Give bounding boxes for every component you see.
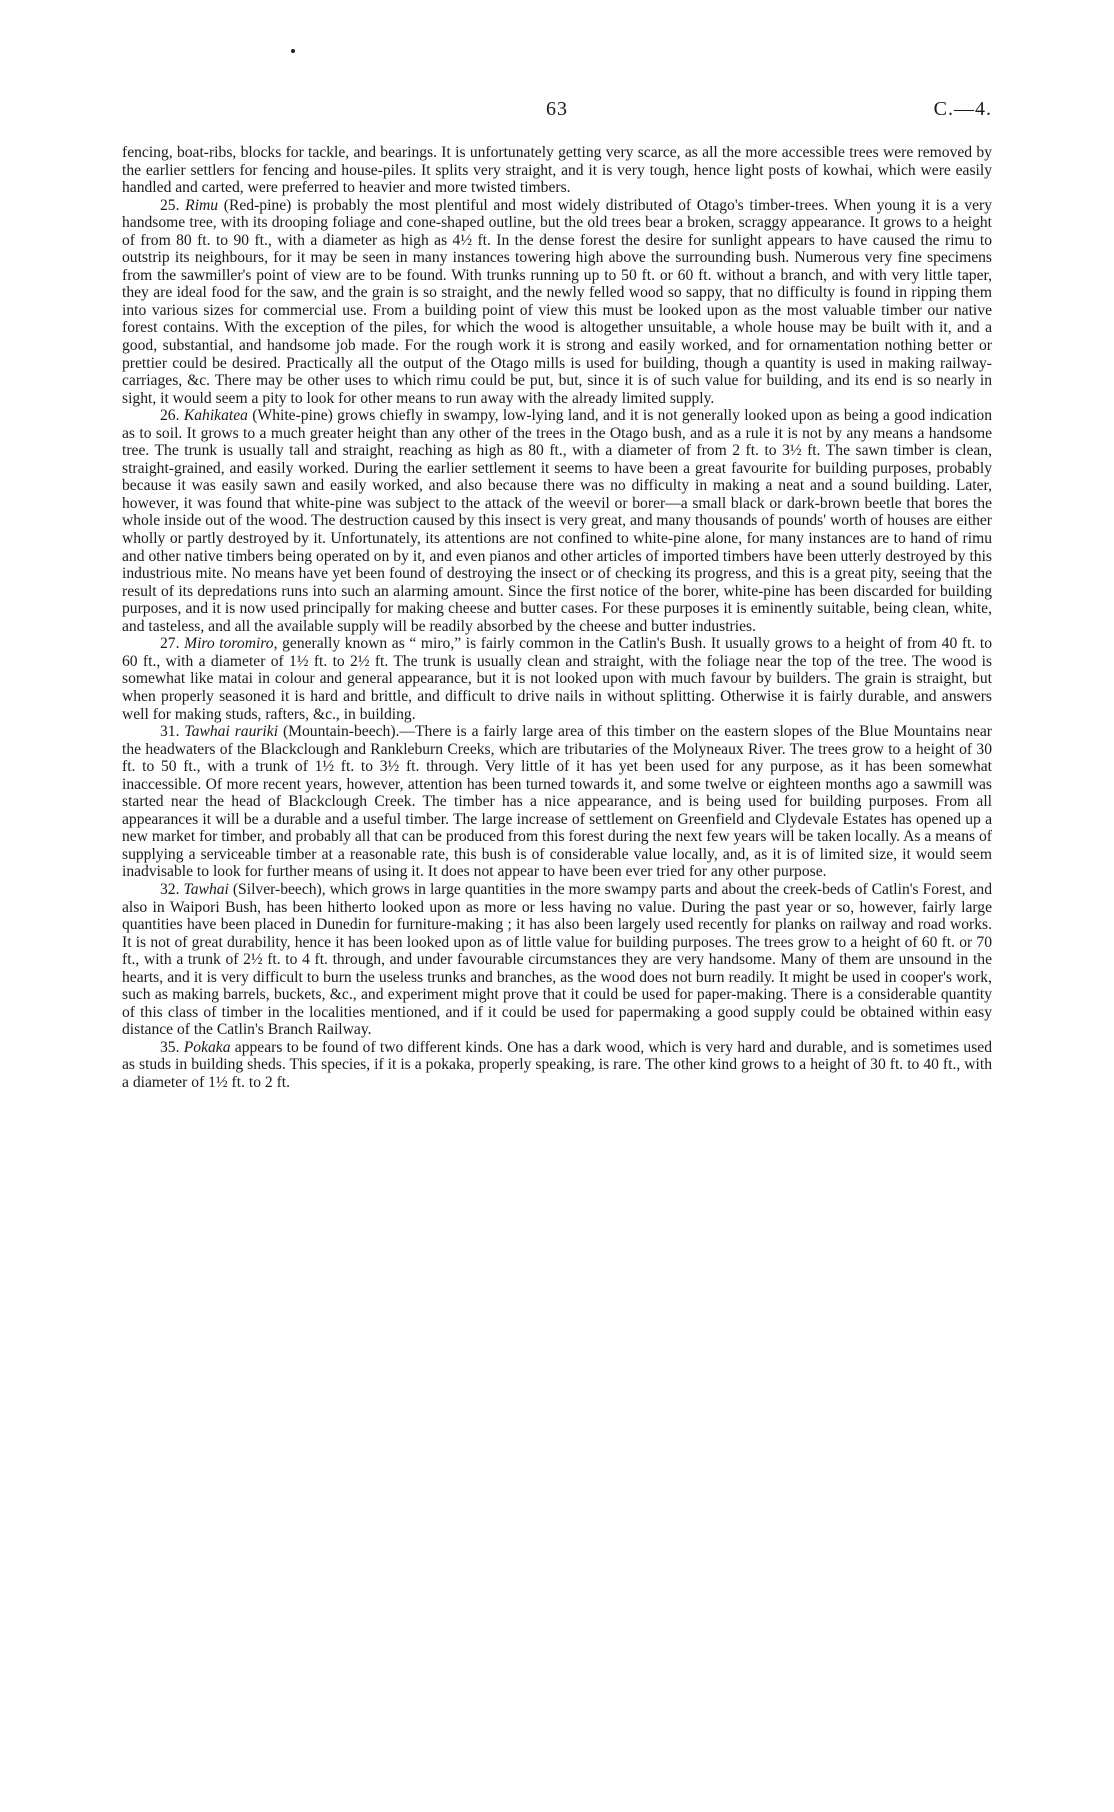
species-name: Kahikatea [183,407,248,425]
paragraph-number: 27. [160,635,185,653]
document-reference: C.—4. [933,98,992,120]
paragraph-text: (Silver-beech), which grows in large quantities in the more swampy parts and about the creek-beds of Catlin's Forest, and also in Waipori Bush, has been hitherto looked upon as more or less having no value. During the past year or so, however, fairly large quantities have been placed in Dunedin for furniture-making ; it has also been largely used recently for planks on railway and road works. It is not of great durability, hence it has been looked upon as of little value for building purposes. The trees grow to a height of 60 ft. or 70 ft., with a trunk of 2½ ft. to 4 ft. through, and under favourable circumstances they are very handsome. Many of them are unsound in the hearts, and it is very difficult to burn the useless trunks and branches, as the wood does not burn readily. It might be used in cooper's work, such as making barrels, buckets, &c., and experiment might prove that it could be used for paper-making. There is a considerable quantity of this class of timber in the localities mentioned, and if it could be used for papermaking a good supply could be obtained within easy distance of the Catlin's Branch Railway. [122,880,993,1039]
paragraph-31-tawhai-rauriki [122,723,992,881]
body-text [122,144,992,1092]
page-header [122,98,992,128]
paragraph-25-rimu [122,197,992,408]
paragraph-number: 32. [160,880,184,898]
species-name: Rimu [185,196,219,214]
paragraph-continuation [122,144,992,197]
paragraph-number: 26. [160,407,184,425]
ink-speck [291,49,295,53]
paragraph-27-miro [122,635,992,723]
paragraph-text: , generally known as “ miro,” is fairly common in the Catlin's Bush. It usually grows to a height of from 40 ft. to 60 ft., with a diameter of 1½ ft. to 2½ ft. The trunk is usually clean and straight, with the foliage near the top of the tree. The wood is somewhat like matai in colour and general appearance, but it is not looked upon with much favour by builders. The grain is straight, but when properly seasoned it is hard and brittle, and difficult to drive nails in without splitting. Otherwise it is fairly durable, and answers well for making studs, rafters, &c., in building. [122,635,992,723]
paragraph-number: 35. [160,1038,184,1056]
paragraph-26-kahikatea [122,407,992,635]
paragraph-text: (Mountain-beech).—There is a fairly large area of this timber on the eastern slopes of the Blue Mountains near the headwaters of the Blackclough and Rankleburn Creeks, which are tributaries of the Molyneaux River. The trees grow to a height of 30 ft. to 50 ft., with a trunk of 1½ ft. to 3½ ft. through. Very little of it has yet been used for any purpose, as it has been somewhat inaccessible. Of more recent years, however, attention has been turned towards it, and some twelve or eighteen months ago a sawmill was started near the head of Blackclough Creek. The timber has a nice appearance, and is being used for building purposes. From all appearances it will be a durable and a useful timber. The large increase of settlement on Greenfield and Clydevale Estates has opened up a new market for timber, and probably all that can be produced from this forest during the next few years will be taken locally. As a means of supplying a serviceable timber at a reasonable rate, this bush is of considerable value locally, and, as it is of limited size, it would seem inadvisable to look for further means of using it. It does not appear to have been ever tried for any other purpose. [122,723,992,881]
paragraph-text: appears to be found of two different kinds. One has a dark wood, which is very hard and durable, and is sometimes used as studs in building sheds. This species, if it is a pokaka, properly speaking, is rare. The other kind grows to a height of 30 ft. to 40 ft., with a diameter of 1½ ft. to 2 ft. [122,1038,992,1091]
paragraph-number: 25. [160,196,186,214]
paragraph-text: (Red-pine) is probably the most plentiful and most widely distributed of Otago's timber-trees. When young it is a very handsome tree, with its drooping foliage and cone-shaped outline, but the old trees bear a broken, scraggy appearance. It grows to a height of from 80 ft. to 90 ft., with a diameter as high as 4½ ft. In the dense forest the desire for sunlight appears to have caused the rimu to outstrip its neighbours, for it may be seen in many instances towering high above the surrounding bush. Numerous very fine specimens from the sawmiller's point of view are to be found. With trunks running up to 50 ft. or 60 ft. without a branch, and with very little taper, they are ideal food for the saw, and the grain is so straight, and the newly felled wood so sappy, that no difficulty is found in ripping them into various sizes for commercial use. From a building point of view this must be looked upon as the most valuable timber our native forest contains. With the exception of the piles, for which the wood is altogether unsuitable, a whole house may be built with it, and a good, substantial, and handsome job made. For the rough work it is strong and easily worked, and for ornamentation nothing better or prettier could be desired. Practically all the output of the Otago mills is used for building, though a quantity is used in making railway-carriages, &c. There may be other uses to which rimu could be put, but, since it is of such value for building, and its end is so nearly in sight, it would seem a pity to look for other means to run away with the already limited supply. [122,196,993,407]
page-number: 63 [546,98,568,120]
paragraph-text: (White-pine) grows chiefly in swampy, low-lying land, and it is not generally looked upon as being a good indication as to soil. It grows to a much greater height than any other of the trees in the Otago bush, and as a rule it is not by any means a handsome tree. The trunk is usually tall and straight, reaching as high as 80 ft., with a diameter of from 2 ft. to 3½ ft. The sawn timber is clean, straight-grained, and easily worked. During the earlier settlement it seems to have been a great favourite for building purposes, probably because it was easily sawn and easily worked, and also because there was no difficulty in making a neat and a sound building. Later, however, it was found that white-pine was subject to the attack of the weevil or borer—a small black or dark-brown beetle that bores the whole inside out of the wood. The destruction caused by this insect is very great, and many thousands of pounds' worth of houses are either wholly or partly destroyed by it. Unfortunately, its attentions are not confined to white-pine alone, for many instances are to hand of rimu and other native timbers being operated on by it, and even pianos and other articles of imported timbers have been utterly destroyed by this industrious mite. No means have yet been found of destroying the insect or of checking its progress, and this is a great pity, seeing that the result of its depredations runs into such an alarming amount. Since the first notice of the borer, white-pine has been discarded for building purposes, and it is now used principally for making cheese and butter cases. For these purposes it is eminently suitable, being clean, white, and tasteless, and all the available supply will be readily absorbed by the cheese and butter industries. [122,407,993,635]
species-name: Tawhai rauriki [184,723,279,741]
paragraph-number: 31. [160,723,185,741]
species-name: Pokaka [183,1038,231,1056]
paragraph-32-tawhai [122,881,992,1039]
species-name: Miro toromiro [184,635,274,653]
paragraph-35-pokaka [122,1039,992,1092]
paragraph-text: fencing, boat-ribs, blocks for tackle, and bearings. It is unfortunately getting very scarce, as all the more accessible trees were removed by the earlier settlers for fencing and house-piles. It splits very straight, and it is very tough, hence light posts of kowhai, which were easily handled and carted, were preferred to heavier and more twisted timbers. [122,144,992,197]
species-name: Tawhai [183,880,229,898]
